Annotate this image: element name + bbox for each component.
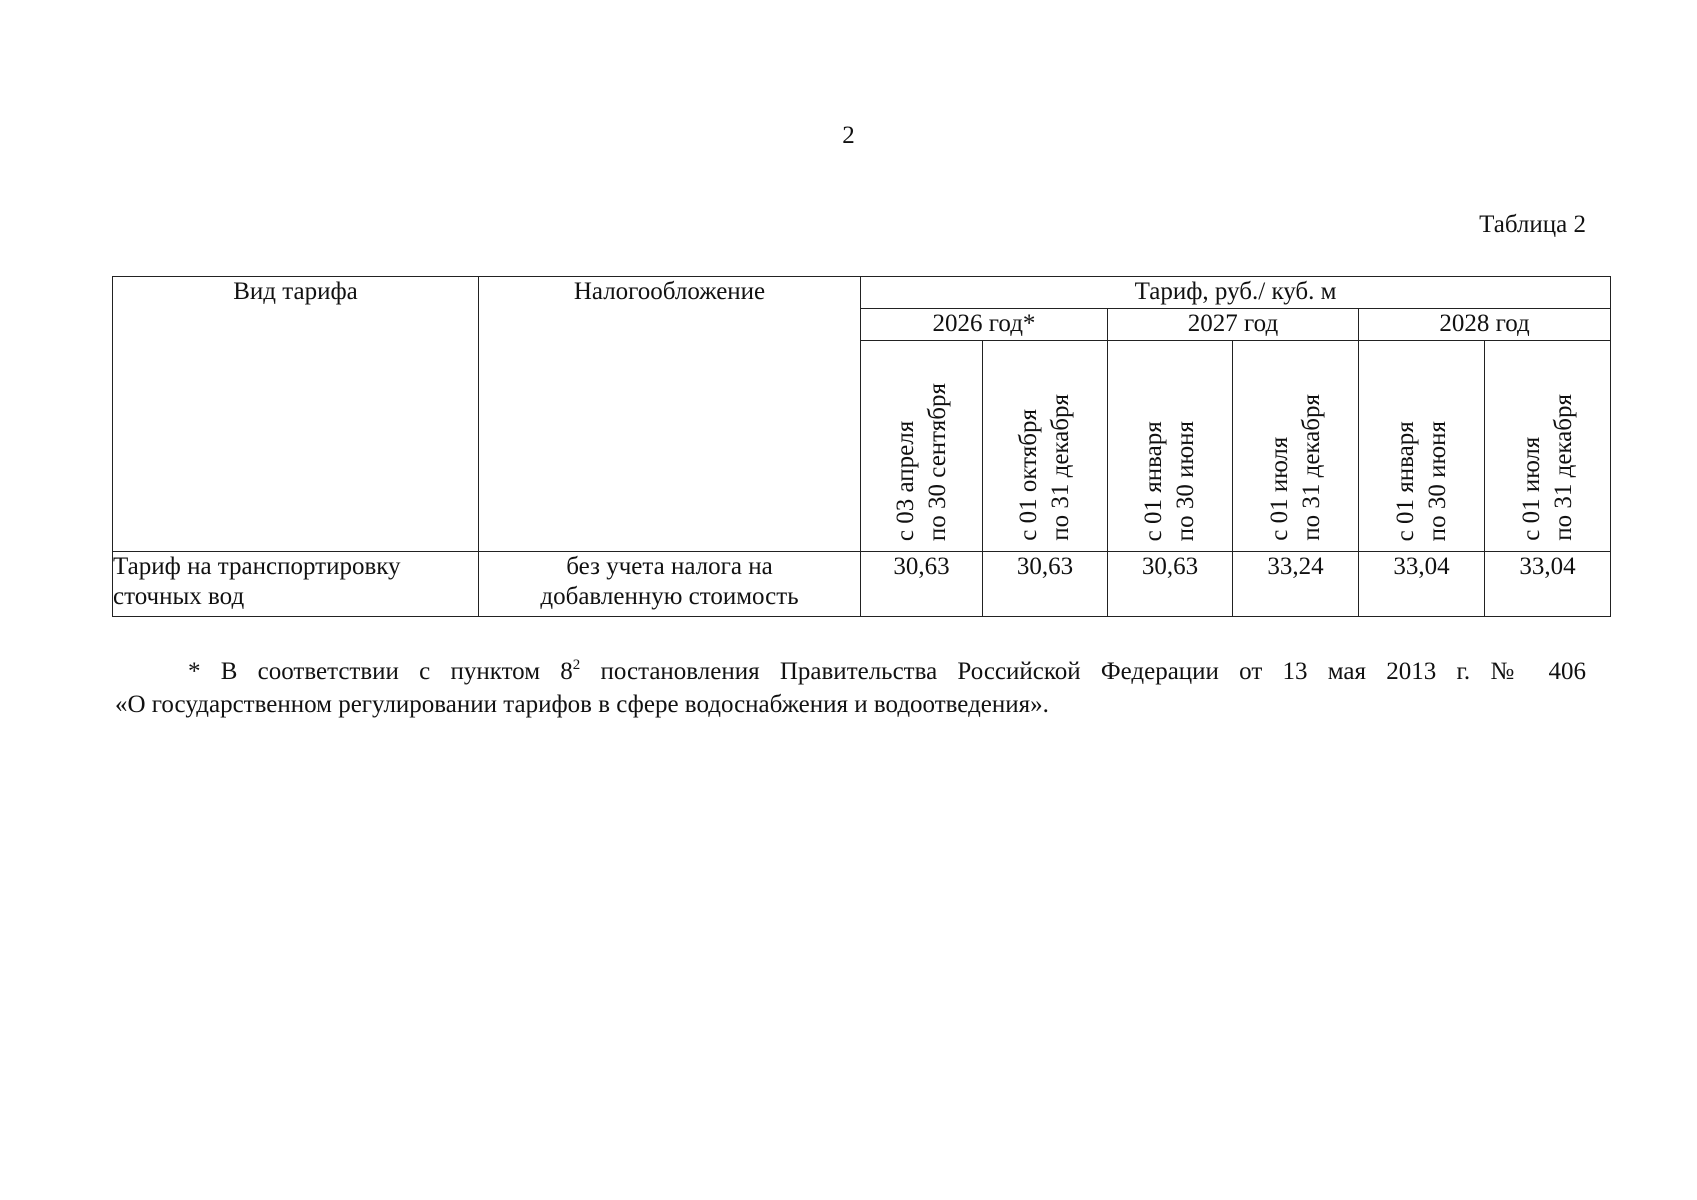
footnote-text-end: постановления Правительства Российской Федерации от 13 мая 2013 г. № 406 (580, 658, 1586, 685)
header-year-2028: 2028 год (1359, 309, 1611, 341)
period-5-to: по 30 июня (1423, 420, 1451, 541)
period-2-from: с 01 октября (1015, 409, 1042, 541)
value-cell-5: 33,04 (1359, 552, 1485, 617)
period-2-to: по 31 декабря (1047, 394, 1074, 541)
header-tariff-type: Вид тарифа (113, 277, 479, 552)
tariff-table (112, 276, 1611, 617)
tariff-name-cell (113, 552, 479, 617)
period-5-from: с 01 января (1391, 420, 1419, 541)
header-period-2 (983, 341, 1108, 552)
taxation-line2: добавленную стоимость (540, 583, 799, 610)
period-1-from: с 03 апреля (891, 420, 919, 541)
period-3-from: с 01 января (1140, 420, 1167, 541)
period-1-to: по 30 сентября (923, 382, 951, 541)
period-3-to: по 30 июня (1172, 420, 1199, 541)
header-period-5 (1359, 341, 1485, 552)
table-caption: Таблица 2 (1479, 211, 1586, 238)
value-cell-1: 30,63 (861, 552, 983, 617)
taxation-line1: без учета налога на (566, 553, 773, 580)
header-period-1 (861, 341, 983, 552)
value-cell-2: 30,63 (983, 552, 1108, 617)
footnote (115, 655, 1586, 721)
value-cell-3: 30,63 (1108, 552, 1233, 617)
period-6-to: по 31 декабря (1549, 394, 1577, 541)
value-cell-6: 33,04 (1485, 552, 1611, 617)
header-period-4 (1233, 341, 1359, 552)
page-number: 2 (842, 122, 855, 149)
taxation-cell (479, 552, 861, 617)
footnote-text-start: * В соответствии с пунктом 8 (188, 658, 573, 685)
period-4-to: по 31 декабря (1297, 394, 1325, 541)
footnote-superscript: 2 (572, 657, 581, 673)
tariff-name-line2: сточных вод (113, 583, 245, 610)
header-tariff-unit: Тариф, руб./ куб. м (861, 277, 1611, 309)
header-year-2026: 2026 год* (861, 309, 1108, 341)
footnote-line2: «О государственном регулировании тарифов в сфере водоснабжения и водоотведения». (115, 691, 1049, 718)
tariff-name-line1: Тариф на транспортировку (113, 553, 401, 580)
header-year-2027: 2027 год (1108, 309, 1359, 341)
header-taxation: Налогообложение (479, 277, 861, 552)
period-6-from: с 01 июля (1517, 436, 1545, 541)
header-period-3 (1108, 341, 1233, 552)
value-cell-4: 33,24 (1233, 552, 1359, 617)
period-4-from: с 01 июля (1265, 436, 1293, 541)
footnote-line1 (115, 655, 1586, 688)
header-period-6 (1485, 341, 1611, 552)
table-row (113, 552, 1611, 617)
